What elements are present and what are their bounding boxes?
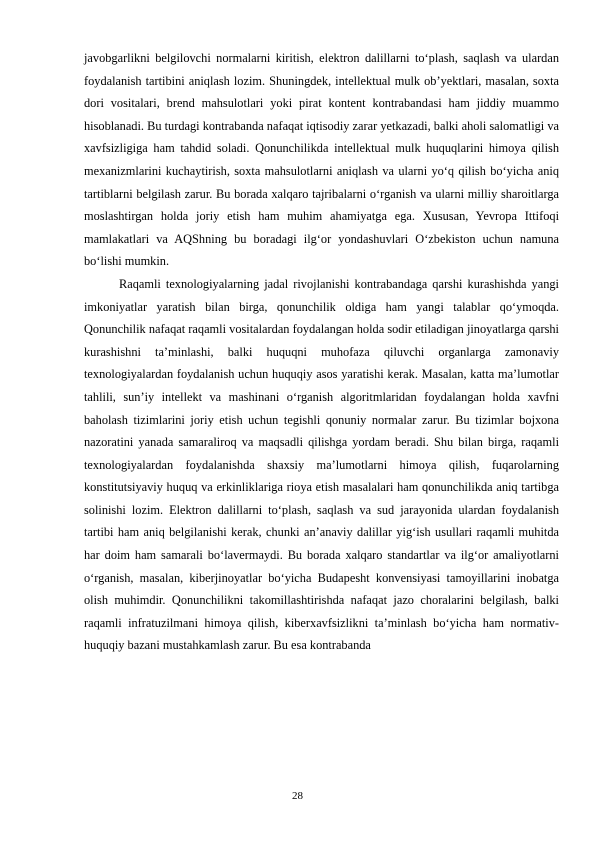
- page-number: 28: [292, 790, 303, 802]
- paragraph-1: javobgarlikni belgilovchi normalarni kiritish, elektron dalillarni toʻplash, saqlash va ulardan foydalanish tartibini aniqlash lozim. Shuningdek, intellektual mulk obʼyektlari, masalan, soxta dori vositalari, brend mahsulotlari yoki pirat kontent kontrabandasi ham jiddiy muammo hisoblanadi. Bu turdagi kontrabanda nafaqat iqtisodiy zarar yetkazadi, balki aholi salomatligi va xavfsizligiga ham tahdid soladi. Qonunchilikda intellektual mulk huquqlarini himoya qilish mexanizmlarini kuchaytirish, soxta mahsulotlarni aniqlash va ularni yoʻq qilish boʻyicha aniq tartiblarni belgilash zarur. Bu borada xalqaro tajribalarni oʻrganish va ularni milliy sharoitlarga moslashtirgan holda joriy etish ham muhim ahamiyatga ega. Xususan, Yevropa Ittifoqi mamlakatlari va AQShning bu boradagi ilgʻor yondashuvlari Oʻzbekiston uchun namuna boʻlishi mumkin.: [84, 51, 559, 269]
- body-text: [84, 47, 559, 657]
- paragraph-2: Raqamli texnologiyalarning jadal rivojlanishi kontrabandaga qarshi kurashishda yangi imkoniyatlar yaratish bilan birga, qonunchilik oldiga ham yangi talablar qoʻymoqda. Qonunchilik nafaqat raqamli vositalardan foydalangan holda sodir etiladigan jinoyatlarga qarshi kurashishni taʼminlashi, balki huquqni muhofaza qiluvchi organlarga zamonaviy texnologiyalardan foydalanish uchun huquqiy asos yaratishi kerak. Masalan, katta maʼlumotlar tahlili, sunʼiy intellekt va mashinani oʻrganish algoritmlaridan foydalangan holda xavfni baholash tizimlarini joriy etish uchun tegishli qonuniy normalar zarur. Bu tizimlar bojxona nazoratini yanada samaraliroq va maqsadli qilishga yordam beradi. Shu bilan birga, raqamli texnologiyalardan foydalanishda shaxsiy maʼlumotlarni himoya qilish, fuqarolarning konstitutsiyaviy huquq va erkinliklariga rioya etish masalalari ham qonunchilikda aniq tartibga solinishi lozim. Elektron dalillarni toʻplash, saqlash va sud jarayonida ulardan foydalanish tartibi ham aniq belgilanishi kerak, chunki anʼanaviy dalillar yigʻish usullari raqamli muhitda har doim ham samarali boʻlavermaydi. Bu borada xalqaro standartlar va ilgʻor amaliyotlarni oʻrganish, masalan, kiberjinoyatlar boʻyicha Budapesht konvensiyasi tamoyillarini inobatga olish muhimdir. Qonunchilikni takomillashtirishda nafaqat jazo choralarini belgilash, balki raqamli infratuzilmani himoya qilish, kiberxavfsizlikni taʼminlash boʻyicha ham normativ-huquqiy bazani mustahkamlash zarur. Bu esa kontrabanda: [84, 276, 559, 653]
